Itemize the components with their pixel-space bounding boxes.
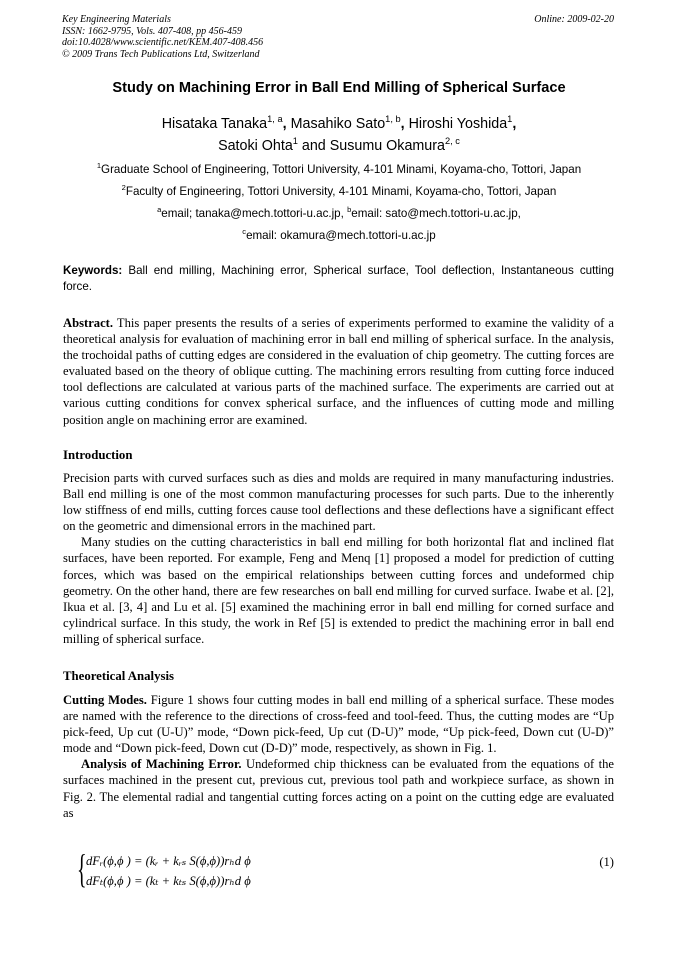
theoretical-analysis-body [63,692,614,821]
equation-brace: { [77,846,87,891]
author-line-2 [40,135,638,157]
running-header [62,14,614,60]
paragraph [63,692,614,756]
keywords-label: Keywords: [63,264,123,277]
author-affil-mark: 1, b [385,114,401,125]
email-text: email; tanaka@mech.tottori-u.ac.jp, [161,207,348,220]
author-line-1 [40,113,638,135]
email-mark: b [347,205,352,215]
paper-title: Study on Machining Error in Ball End Milling of Spherical Surface [112,80,566,96]
run-in-heading: Cutting Modes. [63,693,147,707]
theoretical-analysis-heading: Theoretical Analysis [63,669,175,683]
paragraph-text: Figure 1 shows four cutting modes in ball end milling of a spherical surface. These modes are named with the reference to the directions of cross-feed and tool-feed. Thus, the cutting modes are “Up pick-feed, Up cut (U-U)” mode, “Down pick-feed, Up cut (D-U)” mode, “Up pick-feed, Down cut (U-D)” mode and “Down pick-feed, Down cut (D-D)” mode, respectively, as shown in Fig. 1. [63,693,614,756]
copyright-line: © 2009 Trans Tech Publications Ltd, Switzerland [62,48,260,60]
paragraph: Precision parts with curved surfaces such as dies and molds are required in many manufacturing industries. Ball end milling is one of the most common manufacturing processes for such parts. Due to the inherently low stiffness of end mills, cutting forces cause tool deflections and these deflections have a significant effect on the geometric and dimensional errors in the machined part. [63,471,614,534]
equation-line: dFₜ(ϕ,ϕ ) = (kₜ + kₜₛ S(ϕ,ϕ))rₕd ϕ [86,874,251,888]
author-name: Hiroshi Yoshida [408,116,508,132]
author-affil-mark: 2, c [444,136,460,147]
email-text: email: sato@mech.tottori-u.ac.jp, [351,207,521,220]
introduction-heading: Introduction [63,448,133,462]
affil-mark: 1 [96,161,102,171]
paragraph-text: Undeformed chip thickness can be evaluated from the equations of the surfaces machined in the present cut, previous cut, previous tool path and workpiece surface, as shown in Fig. 2. The elemental radial and tangential cutting forces acting on a point on the cutting edge are evaluated as [63,757,614,820]
author-separator: , [400,116,409,132]
author-affil-mark: 1 [292,136,298,147]
keywords [63,263,614,295]
journal-name: Key Engineering Materials [62,14,171,25]
affiliation-1 [40,163,638,176]
equation-line: dFᵣ(ϕ,ϕ ) = (kᵣ + kᵣₛ S(ϕ,ϕ))rₕd ϕ [86,854,251,868]
author-separator: , [282,116,291,132]
affiliation-2 [40,185,638,198]
introduction-body [63,470,614,647]
author-name: Satoki Ohta [218,138,293,154]
keywords-text: Ball end milling, Machining error, Spherical surface, Tool deflection, Instantaneous cutting force. [63,264,614,293]
abstract-text: This paper presents the results of a series of experiments performed to examine the validity of a theoretical analysis for evaluation of machining error in ball end milling of spherical surface. In the analysis, the trochoidal paths of cutting edges are considered in the evaluation of chip geometry. The cutting forces are evaluated based on the theory of oblique cutting. The machining errors resulting from cutting force induced tool deflections are calculated at various parts of the machined surface. The experiments are carried out at various cutting conditions for convex spherical surface, and the influences of cutting mode and milling position angle on machining error are examined. [63,316,614,427]
doi-line: doi:10.4028/www.scientific.net/KEM.407-408.456 [62,37,264,48]
author-list [40,113,638,157]
author-separator: , [512,116,517,132]
affil-text: Graduate School of Engineering, Tottori University, 4-101 Minami, Koyama-cho, Tottori, Japan [101,163,582,176]
affil-text: Faculty of Engineering, Tottori University, 4-101 Minami, Koyama-cho, Tottori, Japan [125,185,557,198]
author-name: Masahiko Sato [290,116,386,132]
email-mark: a [157,205,162,215]
email-mark: c [242,227,247,237]
author-name: Susumu Okamura [329,138,445,154]
abstract [63,315,614,428]
abstract-label: Abstract. [63,316,114,330]
equation-1 [77,846,614,895]
author-conjunction: and [297,138,330,154]
email-text: email: okamura@mech.tottori-u.ac.jp [246,229,436,242]
author-affil-mark: 1 [507,114,513,125]
email-line-2 [40,229,638,242]
author-name: Hisataka Tanaka [161,116,268,132]
paragraph [63,756,614,820]
issn-line: ISSN: 1662-9795, Vols. 407-408, pp 456-459 [62,25,242,37]
equation-number: (1) [599,855,614,869]
affil-mark: 2 [121,183,126,193]
online-date: Online: 2009-02-20 [534,14,614,25]
author-affil-mark: 1, a [267,114,283,125]
email-line-1 [40,207,638,220]
paragraph: Many studies on the cutting characteristics in ball end milling for both horizontal flat and inclined flat surfaces, have been reported. For example, Feng and Menq [1] proposed a model for prediction of cutting forces, which was based on the empirical relationships between cutting forces and undeformed chip geometry. On the other hand, there are few researches on ball end milling for curved surface. Iwabe et al. [2], Ikua et al. [3, 4] and Lu et al. [5] examined the machining error in ball end milling for corned surface and cylindrical surface. In this study, the work in Ref [5] is extended to predict the machining error in ball end milling of spherical surface. [63,535,614,646]
run-in-heading: Analysis of Machining Error. [81,757,242,772]
